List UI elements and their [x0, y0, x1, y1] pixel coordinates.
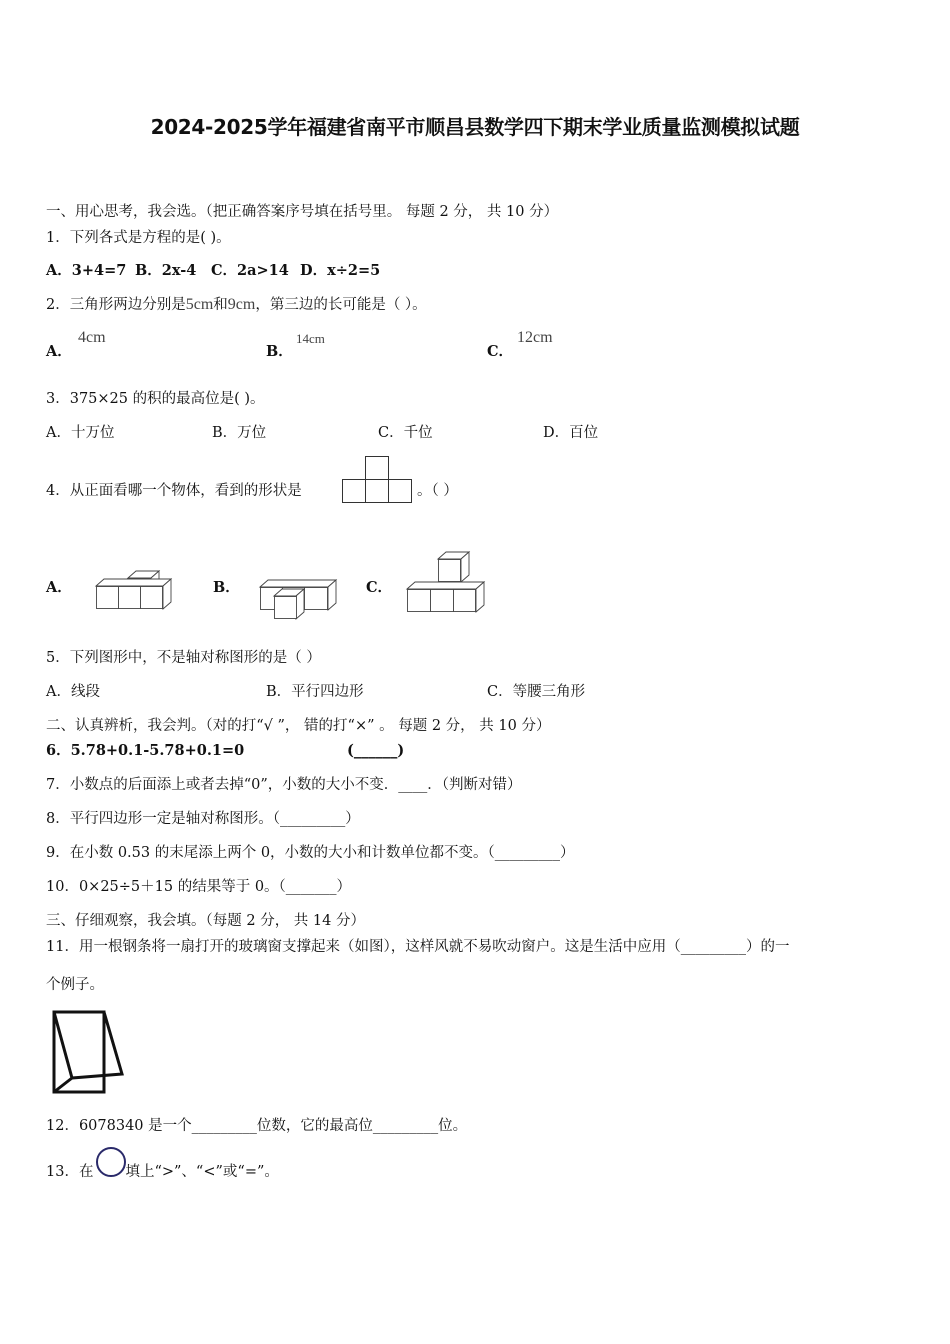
question-5-stem: 5．下列图形中，不是轴对称图形的是（ ）	[46, 650, 321, 666]
question-13-stem-part-b: 填上“>”、“<”或“=”。	[125, 1164, 279, 1180]
question-6-answer-blank: (______)	[347, 742, 405, 759]
section-2-heading: 二、认真辨析，我会判。（对的打“√ ”， 错的打“×” 。 每题 2 分， 共 10 分）	[46, 718, 551, 734]
question-3-option-b: B．万位	[212, 425, 267, 441]
question-5-option-b: B．平行四边形	[266, 684, 364, 700]
question-1-option-d: D．x÷2=5	[300, 262, 381, 279]
window-support-figure	[50, 1008, 126, 1098]
question-5-option-a: A．线段	[46, 684, 100, 700]
question-9-stem: 9．在小数 0.53 的末尾添上两个 0，小数的大小和计数单位都不变。（_________）	[46, 845, 575, 861]
section-3-heading: 三、仔细观察，我会填。（每题 2 分， 共 14 分）	[46, 913, 365, 929]
question-4-stem: 4．从正面看哪一个物体，看到的形状是	[46, 483, 302, 499]
question-3-option-d: D．百位	[543, 425, 599, 441]
question-2-option-b: B．	[266, 343, 293, 360]
section-1-heading: 一、用心思考，我会选。（把正确答案序号填在括号里。 每题 2 分， 共 10 分）	[46, 204, 559, 220]
option-a-cube-figure	[96, 570, 178, 612]
question-2-stem	[46, 295, 427, 315]
question-4-stem-tail: 。（ ）	[417, 483, 458, 499]
question-4-option-c: C．	[366, 579, 393, 596]
question-4-option-b: B．	[213, 579, 240, 596]
answer-circle-icon	[95, 1146, 127, 1178]
page-title: 2024-2025学年福建省南平市顺昌县数学四下期末学业质量监测模拟试题	[150, 115, 800, 139]
question-5-option-c: C．等腰三角形	[487, 684, 586, 700]
option-c-cube-figure	[406, 551, 488, 615]
question-11-line-2: 个例子。	[46, 977, 104, 993]
question-7-stem: 7．小数点的后面添上或者去掉“0”，小数的大小不变．____．（判断对错）	[46, 777, 522, 793]
question-12-stem: 12．6078340 是一个_________位数，它的最高位_________位。	[46, 1118, 468, 1134]
question-3-option-c: C．千位	[378, 425, 433, 441]
question-2-option-a-value: 4cm	[78, 329, 106, 346]
front-view-figure	[342, 456, 414, 504]
question-2-option-a: A．	[46, 343, 72, 360]
question-2-length-2: 9cm	[227, 296, 256, 313]
question-2-option-c: C．	[487, 343, 514, 360]
question-13-stem-part-a: 13．在	[46, 1164, 94, 1180]
question-3-option-a: A．十万位	[46, 425, 115, 441]
question-8-stem: 8．平行四边形一定是轴对称图形。（_________）	[46, 811, 360, 827]
question-13-stem	[46, 1162, 279, 1182]
question-2-stem-part-a: 2．三角形两边分别是	[46, 297, 186, 313]
question-11-line-1: 11．用一根钢条将一扇打开的玻璃窗支撑起来（如图），这样风就不易吹动窗户。这是生活中应用（_________）的一	[46, 939, 790, 955]
question-2-option-b-value: 14cm	[296, 331, 325, 346]
question-2-stem-part-c: ，第三边的长可能是（ ）。	[255, 297, 427, 313]
question-2-option-c-value: 12cm	[517, 329, 553, 346]
question-1-stem: 1．下列各式是方程的是( )。	[46, 230, 231, 246]
question-1-option-c: C．2a>14	[211, 262, 289, 279]
question-1-option-b: B．2x-4	[135, 262, 197, 279]
question-2-stem-part-b: 和	[213, 297, 228, 313]
question-2-length-1: 5cm	[185, 296, 214, 313]
question-4-option-a: A．	[46, 579, 72, 596]
option-b-cube-figure	[258, 578, 340, 622]
question-10-stem: 10．0×25÷5＋15 的结果等于 0。（_______）	[46, 879, 352, 895]
question-6-stem: 6．5.78+0.1-5.78+0.1=0	[46, 742, 245, 759]
question-1-option-a: A．3+4=7	[46, 262, 127, 279]
question-3-stem: 3．375×25 的积的最高位是( )。	[46, 391, 265, 407]
